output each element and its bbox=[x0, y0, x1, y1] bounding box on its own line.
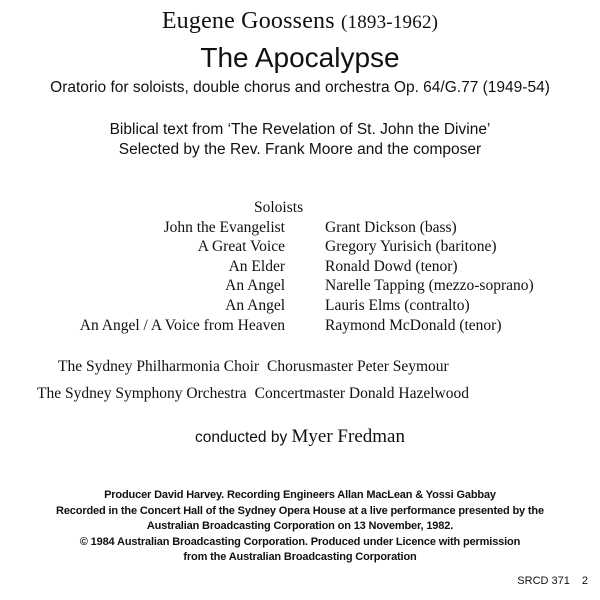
composer-name: Eugene Goossens bbox=[161, 8, 335, 34]
text-selection-line: Selected by the Rev. Frank Moore and the composer bbox=[118, 141, 482, 158]
soloist-role: An Angel bbox=[225, 277, 285, 294]
composer-dates: (1893-1962) bbox=[340, 12, 439, 33]
orchestra-line bbox=[37, 385, 469, 403]
conductor-name: Myer Fredman bbox=[291, 426, 405, 447]
soloist-role: An Angel / A Voice from Heaven bbox=[79, 317, 285, 334]
page-number: 2 bbox=[581, 575, 588, 587]
concertmaster: Concertmaster Donald Hazelwood bbox=[254, 385, 469, 402]
catalog-number: SRCD 371 bbox=[517, 575, 570, 587]
soloists-heading: Soloists bbox=[254, 199, 304, 216]
soloist-performer: Raymond McDonald (tenor) bbox=[325, 317, 502, 334]
soloist-role: An Angel bbox=[225, 297, 285, 314]
credit-line: Australian Broadcasting Corporation on 13 November, 1982. bbox=[146, 520, 454, 532]
soloist-role: John the Evangelist bbox=[163, 219, 285, 236]
catalog-footer bbox=[517, 575, 588, 587]
credit-line: Recorded in the Concert Hall of the Sydney Opera House at a live performance presented by the bbox=[56, 505, 544, 517]
soloist-performer: Narelle Tapping (mezzo-soprano) bbox=[325, 277, 534, 294]
work-subtitle: Oratorio for soloists, double chorus and orchestra Op. 64/G.77 (1949-54) bbox=[50, 79, 550, 96]
conductor-line bbox=[0, 426, 600, 448]
soloist-performer: Ronald Dowd (tenor) bbox=[325, 258, 458, 275]
conductor-prefix: conducted by bbox=[195, 429, 288, 446]
credit-line: Producer David Harvey. Recording Engineers Allan MacLean & Yossi Gabbay bbox=[104, 489, 496, 501]
work-title: The Apocalypse bbox=[200, 42, 400, 73]
choir-line bbox=[58, 358, 449, 376]
soloist-role: An Elder bbox=[228, 258, 285, 275]
biblical-source-line: Biblical text from ‘The Revelation of St. John the Divine’ bbox=[109, 121, 491, 138]
composer-line bbox=[0, 8, 600, 35]
credit-line: from the Australian Broadcasting Corporation bbox=[183, 551, 417, 563]
orchestra-name: The Sydney Symphony Orchestra bbox=[37, 385, 247, 402]
soloist-performer: Lauris Elms (contralto) bbox=[325, 297, 470, 314]
copyright-line: © 1984 Australian Broadcasting Corporation. Produced under Licence with permission bbox=[79, 536, 521, 548]
soloist-role: A Great Voice bbox=[197, 238, 285, 255]
choir-name: The Sydney Philharmonia Choir bbox=[58, 358, 260, 375]
soloist-performer: Gregory Yurisich (baritone) bbox=[325, 238, 497, 255]
chorusmaster: Chorusmaster Peter Seymour bbox=[267, 358, 449, 375]
soloist-performer: Grant Dickson (bass) bbox=[325, 219, 457, 236]
